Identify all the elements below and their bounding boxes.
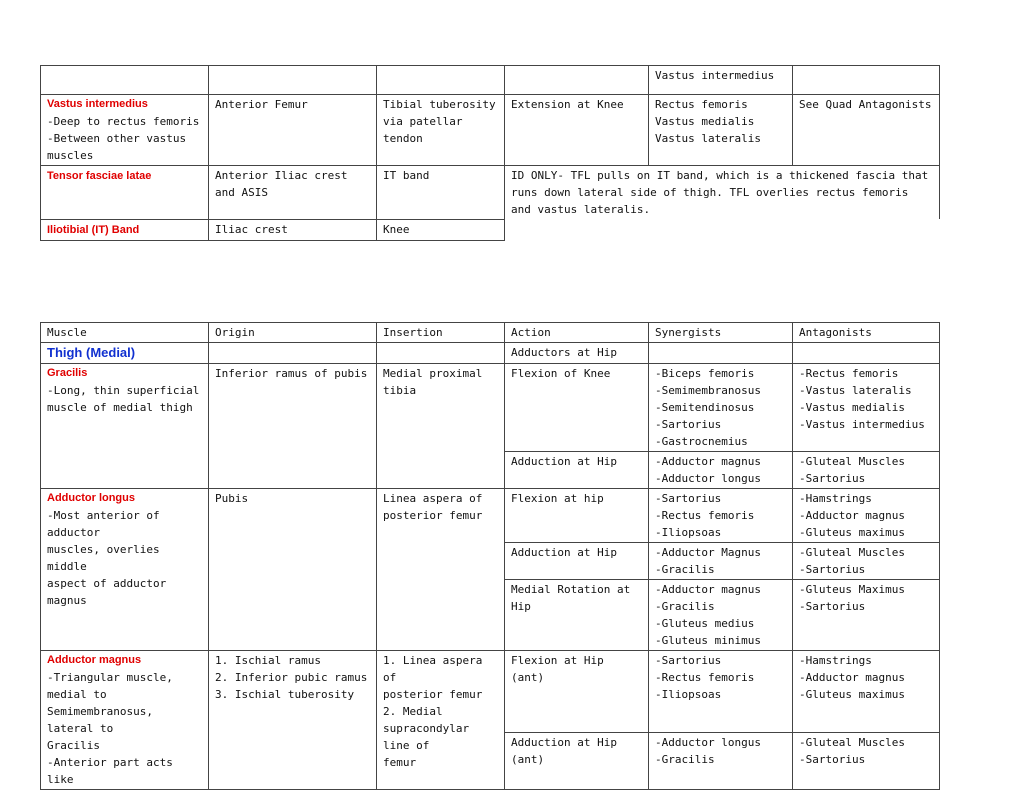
insertion-item: 1. Linea aspera of — [383, 654, 483, 684]
synergist-item: -Adductor magnus — [655, 583, 761, 596]
antagonists-cell: See Quad Antagonists — [793, 95, 940, 166]
muscle-note: Gracilis — [47, 739, 100, 752]
antagonist-item: -Sartorius — [799, 472, 866, 485]
origin-cell: Iliac crest — [209, 219, 377, 240]
synergist-item: Vastus lateralis — [655, 132, 761, 145]
antagonist-item: -Vastus medialis — [799, 401, 905, 414]
table-row — [41, 95, 940, 166]
synergists-cell — [649, 364, 793, 452]
action-cell: Flexion at hip — [505, 489, 649, 543]
table-row — [41, 489, 940, 543]
insertion-cell: Tibial tuberosity via patellar tendon — [377, 95, 505, 166]
origin-cell: Anterior Femur — [209, 95, 377, 166]
origin-cell: Pubis — [209, 489, 377, 651]
header-muscle: Muscle — [41, 323, 209, 343]
synergists-cell — [649, 543, 793, 580]
header-row — [41, 323, 940, 343]
note-cell: ID ONLY- TFL pulls on IT band, which is a thickened fascia that runs down lateral side of thigh. TFL overlies rectus femoris and vastus lateralis. — [505, 166, 940, 220]
top-table — [40, 65, 940, 241]
action-cell: Extension at Knee — [505, 95, 649, 166]
antagonist-item: -Hamstrings — [799, 654, 872, 667]
action-cell: Adduction at Hip (ant) — [505, 733, 649, 790]
synergist-item: Rectus femoris — [655, 98, 748, 111]
antagonist-item: -Sartorius — [799, 600, 866, 613]
antagonist-item: -Vastus intermedius — [799, 418, 925, 431]
synergist-item: Vastus medialis — [655, 115, 755, 128]
insertion-item: 2. Medial — [383, 705, 443, 718]
synergist-item: -Sartorius — [655, 654, 722, 667]
antagonists-cell — [793, 452, 940, 489]
muscle-note: -Triangular muscle, medial to — [47, 671, 173, 701]
synergist-item: -Adductor Magnus — [655, 546, 761, 559]
action-cell: Adductors at Hip — [505, 343, 649, 364]
synergists-cell — [649, 95, 793, 166]
synergist-item: -Gracilis — [655, 600, 715, 613]
muscle-name: Gracilis — [47, 367, 88, 379]
header-synergists: Synergists — [649, 323, 793, 343]
header-antagonists: Antagonists — [793, 323, 940, 343]
synergist-item: -Sartorius — [655, 492, 722, 505]
antagonists-cell — [793, 543, 940, 580]
section-row — [41, 343, 940, 364]
muscle-note: muscles — [47, 149, 94, 162]
synergist-item: -Gracilis — [655, 563, 715, 576]
synergist-item: -Gastrocnemius — [655, 435, 748, 448]
muscle-name: Adductor magnus — [47, 654, 142, 666]
muscle-note: muscle of medial thigh — [47, 401, 193, 414]
header-action: Action — [505, 323, 649, 343]
muscle-note: -Long, thin superficial — [47, 384, 200, 397]
antagonists-cell — [793, 364, 940, 452]
origin-item: 3. Ischial tuberosity — [215, 688, 355, 701]
insertion-cell: Linea aspera of posterior femur — [377, 489, 505, 651]
action-cell: Flexion at Hip (ant) — [505, 651, 649, 733]
synergists-cell — [649, 733, 793, 790]
insertion-cell — [377, 651, 505, 790]
muscle-cell — [41, 166, 209, 220]
table-row — [41, 219, 940, 240]
antagonist-item: -Rectus femoris — [799, 367, 899, 380]
antagonist-item: -Gluteus Maximus — [799, 583, 905, 596]
synergist-item: -Biceps femoris — [655, 367, 755, 380]
antagonists-cell — [793, 733, 940, 790]
action-cell: Flexion of Knee — [505, 364, 649, 452]
section-title: Thigh (Medial) — [47, 345, 136, 360]
antagonist-item: -Gluteal Muscles — [799, 455, 905, 468]
antagonist-item: -Gluteus maximus — [799, 526, 905, 539]
header-origin: Origin — [209, 323, 377, 343]
table-row — [41, 166, 940, 220]
muscle-name: Vastus intermedius — [47, 98, 148, 110]
synergist-item: -Adductor longus — [655, 736, 761, 750]
table-row — [41, 364, 940, 452]
muscle-note: -Deep to rectus femoris — [47, 115, 200, 128]
muscle-cell — [41, 489, 209, 651]
antagonist-item: -Gluteal Muscles — [799, 546, 905, 559]
antagonist-item: -Vastus lateralis — [799, 384, 912, 397]
synergist-item: -Gluteus minimus — [655, 634, 761, 647]
muscle-name: Tensor fasciae latae — [47, 170, 152, 182]
muscle-cell — [41, 95, 209, 166]
antagonist-item: -Gluteus maximus — [799, 688, 905, 701]
main-table — [40, 322, 940, 790]
antagonist-item: -Sartorius — [799, 753, 866, 767]
muscle-note: -Most anterior of adductor — [47, 509, 160, 539]
muscle-note: aspect of adductor magnus — [47, 577, 167, 607]
synergist-item: -Iliopsoas — [655, 688, 722, 701]
synergist-item: -Semitendinosus — [655, 401, 755, 414]
origin-cell — [209, 651, 377, 790]
muscle-note: Semimembranosus, lateral to — [47, 705, 153, 735]
synergists-cell — [649, 452, 793, 489]
insertion-cell: Medial proximal tibia — [377, 364, 505, 489]
synergist-item: -Gracilis — [655, 753, 715, 767]
muscle-name: Adductor longus — [47, 492, 135, 504]
muscle-cell — [41, 364, 209, 489]
header-insertion: Insertion — [377, 323, 505, 343]
action-cell: Adduction at Hip — [505, 452, 649, 489]
insertion-item: femur — [383, 756, 417, 769]
table-row — [41, 651, 940, 733]
synergist-item: -Rectus femoris — [655, 509, 755, 522]
synergist-item: -Gluteus medius — [655, 617, 755, 630]
origin-cell: Inferior ramus of pubis — [209, 364, 377, 489]
synergist-item: -Adductor longus — [655, 472, 761, 485]
muscle-name: Iliotibial (IT) Band — [47, 223, 140, 236]
antagonists-cell — [793, 580, 940, 651]
antagonist-item: -Hamstrings — [799, 492, 872, 505]
synergists-cell — [649, 489, 793, 543]
insertion-cell: IT band — [377, 166, 505, 220]
insertion-cell: Knee — [377, 219, 505, 240]
synergist-item: -Semimembranosus — [655, 384, 761, 397]
antagonists-cell — [793, 651, 940, 733]
antagonists-cell — [793, 489, 940, 543]
synergists-cell — [649, 651, 793, 733]
insertion-item: posterior femur — [383, 688, 483, 701]
origin-item: 1. Ischial ramus — [215, 654, 321, 667]
action-cell: Medial Rotation at Hip — [505, 580, 649, 651]
muscle-note: -Anterior part acts like — [47, 756, 173, 786]
action-cell: Adduction at Hip — [505, 543, 649, 580]
synergist-item: -Iliopsoas — [655, 526, 722, 539]
muscle-cell — [41, 219, 209, 240]
antagonist-item: -Gluteal Muscles — [799, 736, 905, 750]
muscle-cell — [41, 651, 209, 790]
origin-cell: Anterior Iliac crest and ASIS — [209, 166, 377, 220]
muscle-note: muscles, overlies middle — [47, 543, 160, 573]
antagonist-item: -Adductor magnus — [799, 509, 905, 522]
synergists-cell — [649, 580, 793, 651]
muscle-note: -Between other vastus — [47, 132, 187, 145]
insertion-item: supracondylar line of — [383, 722, 470, 752]
antagonist-item: -Sartorius — [799, 563, 866, 576]
table-row — [41, 66, 940, 95]
antagonist-item: -Adductor magnus — [799, 671, 905, 684]
synergists-cell: Vastus intermedius — [649, 66, 793, 95]
synergist-item: -Rectus femoris — [655, 671, 755, 684]
synergist-item: -Sartorius — [655, 418, 722, 431]
origin-item: 2. Inferior pubic ramus — [215, 671, 368, 684]
synergist-item: -Adductor magnus — [655, 455, 761, 468]
